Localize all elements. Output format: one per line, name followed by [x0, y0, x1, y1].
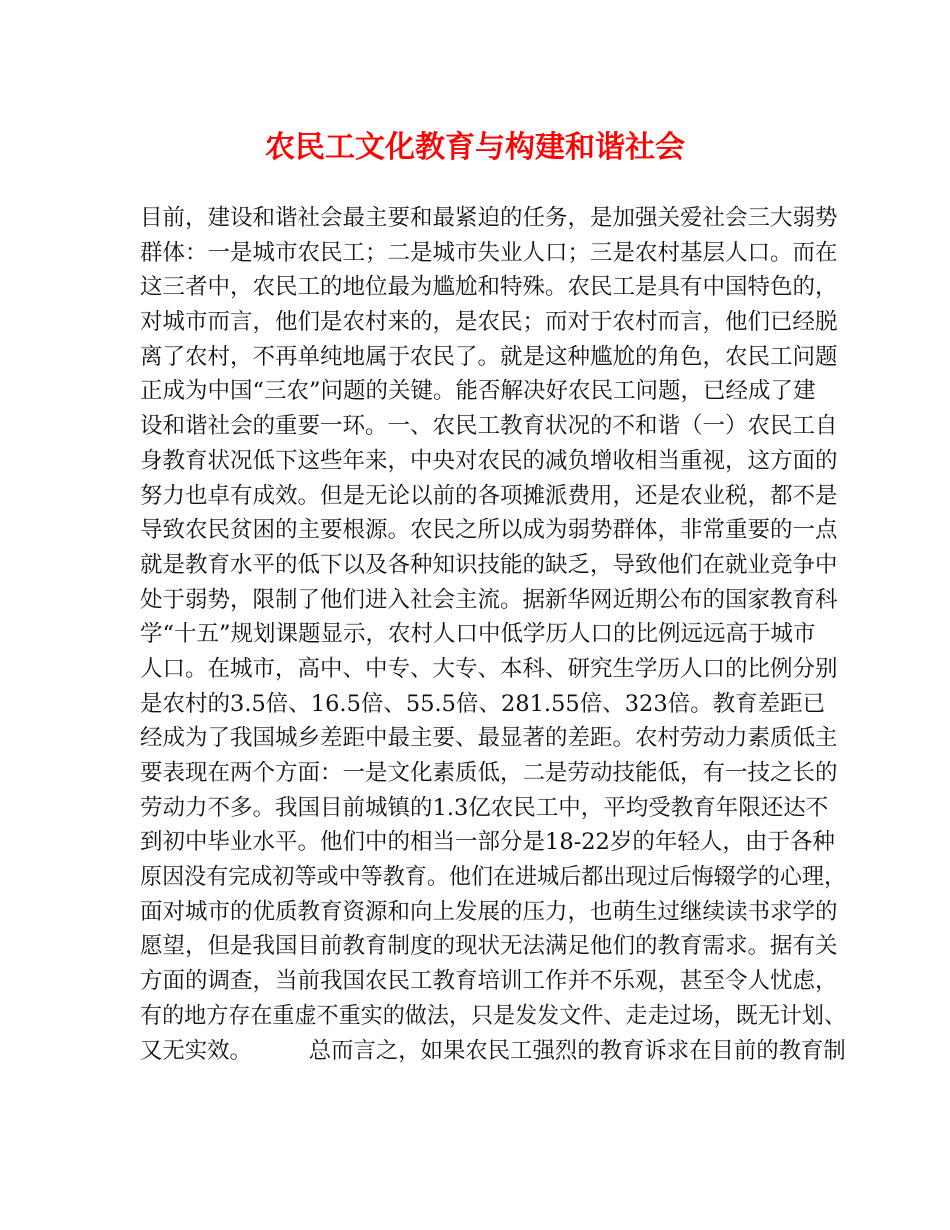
- body-line: 有的地方存在重虚不重实的做法，只是发发文件、走走过场，既无计划、: [140, 1002, 847, 1029]
- body-line: 处于弱势，限制了他们进入社会主流。据新华网近期公布的国家教育科: [140, 586, 838, 613]
- body-line: 这三者中，农民工的地位最为尴尬和特殊。农民工是具有中国特色的，: [140, 274, 838, 301]
- body-line: 对城市而言，他们是农村来的，是农民；而对于农村而言，他们已经脱: [140, 309, 838, 336]
- body-line: 面对城市的优质教育资源和向上发展的压力，也萌生过继续读书求学的: [140, 898, 838, 925]
- body-line: 到初中毕业水平。他们中的相当一部分是18-22岁的年轻人，由于各种: [140, 829, 835, 856]
- document-body: [140, 201, 847, 1068]
- body-line: 群体：一是城市农民工；二是城市失业人口；三是农村基层人口。而在: [140, 239, 838, 266]
- body-line: 导致农民贫困的主要根源。农民之所以成为弱势群体，非常重要的一点: [140, 517, 838, 544]
- body-line: 学“十五”规划课题显示，农村人口中低学历人口的比例远远高于城市: [140, 621, 816, 648]
- body-line: 又无实效。 总而言之，如果农民工强烈的教育诉求在目前的教育制: [140, 1037, 846, 1064]
- body-line: 身教育状况低下这些年来，中央对农民的减负增收相当重视，这方面的: [140, 447, 838, 474]
- body-line: 努力也卓有成效。但是无论以前的各项摊派费用，还是农业税，都不是: [140, 482, 838, 509]
- body-line: 方面的调查，当前我国农民工教育培训工作并不乐观，甚至令人忧虑，: [140, 968, 838, 995]
- body-line: 原因没有完成初等或中等教育。他们在进城后都出现过后悔辍学的心理，: [140, 864, 847, 891]
- body-line: 正成为中国“三农”问题的关键。能否解决好农民工问题，已经成了建: [140, 378, 816, 405]
- body-line: 设和谐社会的重要一环。一、农民工教育状况的不和谐（一）农民工自: [140, 413, 838, 440]
- body-line: 是农村的3.5倍、16.5倍、55.5倍、281.55倍、323倍。教育差距已: [140, 690, 826, 717]
- body-line: 要表现在两个方面：一是文化素质低，二是劳动技能低，有一技之长的: [140, 760, 838, 786]
- document-title: 农民工文化教育与构建和谐社会: [265, 130, 685, 165]
- body-line: 离了农村，不再单纯地属于农民了。就是这种尴尬的角色，农民工问题: [140, 343, 838, 370]
- body-line: 愿望，但是我国目前教育制度的现状无法满足他们的教育需求。据有关: [140, 933, 838, 960]
- body-line: 就是教育水平的低下以及各种知识技能的缺乏，导致他们在就业竞争中: [140, 551, 838, 578]
- body-line: 人口。在城市，高中、中专、大专、本科、研究生学历人口的比例分别: [140, 655, 838, 682]
- body-line: 劳动力不多。我国目前城镇的1.3亿农民工中，平均受教育年限还达不: [140, 794, 829, 821]
- body-line: 目前，建设和谐社会最主要和最紧迫的任务，是加强关爱社会三大弱势: [140, 205, 838, 231]
- body-line: 经成为了我国城乡差距中最主要、最显著的差距。农村劳动力素质低主: [140, 725, 838, 752]
